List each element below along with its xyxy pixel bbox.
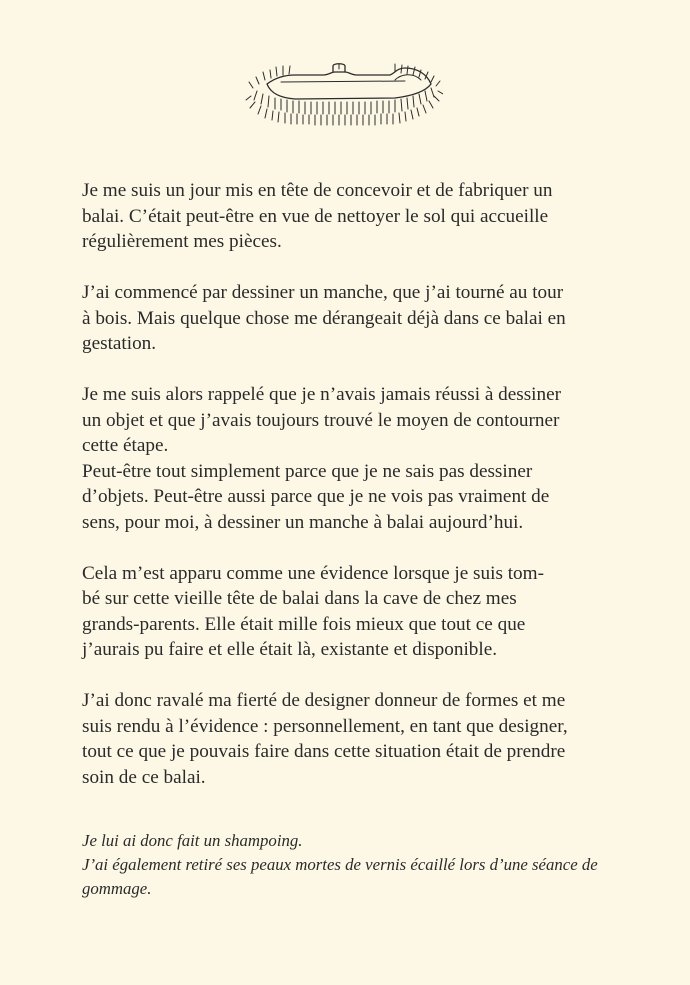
paragraph-2: J’ai commencé par dessiner un manche, que j’ai tourné au tour à bois. Mais quelque chose me dérangeait déjà dans ce balai en gestation. [82, 282, 566, 354]
paragraph-1: Je me suis un jour mis en tête de concevoir et de fabriquer un balai. C’était peut-être en vue de nettoyer le sol qui accueille régulièrement mes pièces. [82, 180, 553, 252]
body-text [82, 178, 622, 816]
paragraph-3: Je me suis alors rappelé que je n’avais jamais réussi à dessiner un objet et que j’avais toujours trouvé le moyen de contourner cette étape. [82, 384, 562, 456]
italic-line-1: Je lui ai donc fait un shampoing. [82, 831, 303, 850]
paragraph-6: J’ai donc ravalé ma fierté de designer donneur de formes et me suis rendu à l’évidence : personnellement, en tant que designer, tout ce que je pouvais faire dans cette situation était de prendre soin de ce balai. [82, 690, 568, 788]
paragraph-5: Cela m’est apparu comme une évidence lorsque je suis tom- bé sur cette vieille tête de balai dans la cave de chez mes grands-parents. Elle était mille fois mieux que tout ce que j’aurais pu faire et elle était là, existante et disponible. [82, 562, 544, 660]
paragraph-4: Peut-être tout simplement parce que je ne sais pas dessiner d’objets. Peut-être aussi parce que je ne vois pas vraiment de sens, pour moi, à dessiner un manche à balai aujourd’hui. [82, 460, 550, 533]
italic-line-2: J’ai également retiré ses peaux mortes de vernis écaillé lors d’une séance de gommage. [82, 854, 598, 898]
broom-head-icon [245, 58, 443, 126]
italic-note [82, 829, 622, 900]
